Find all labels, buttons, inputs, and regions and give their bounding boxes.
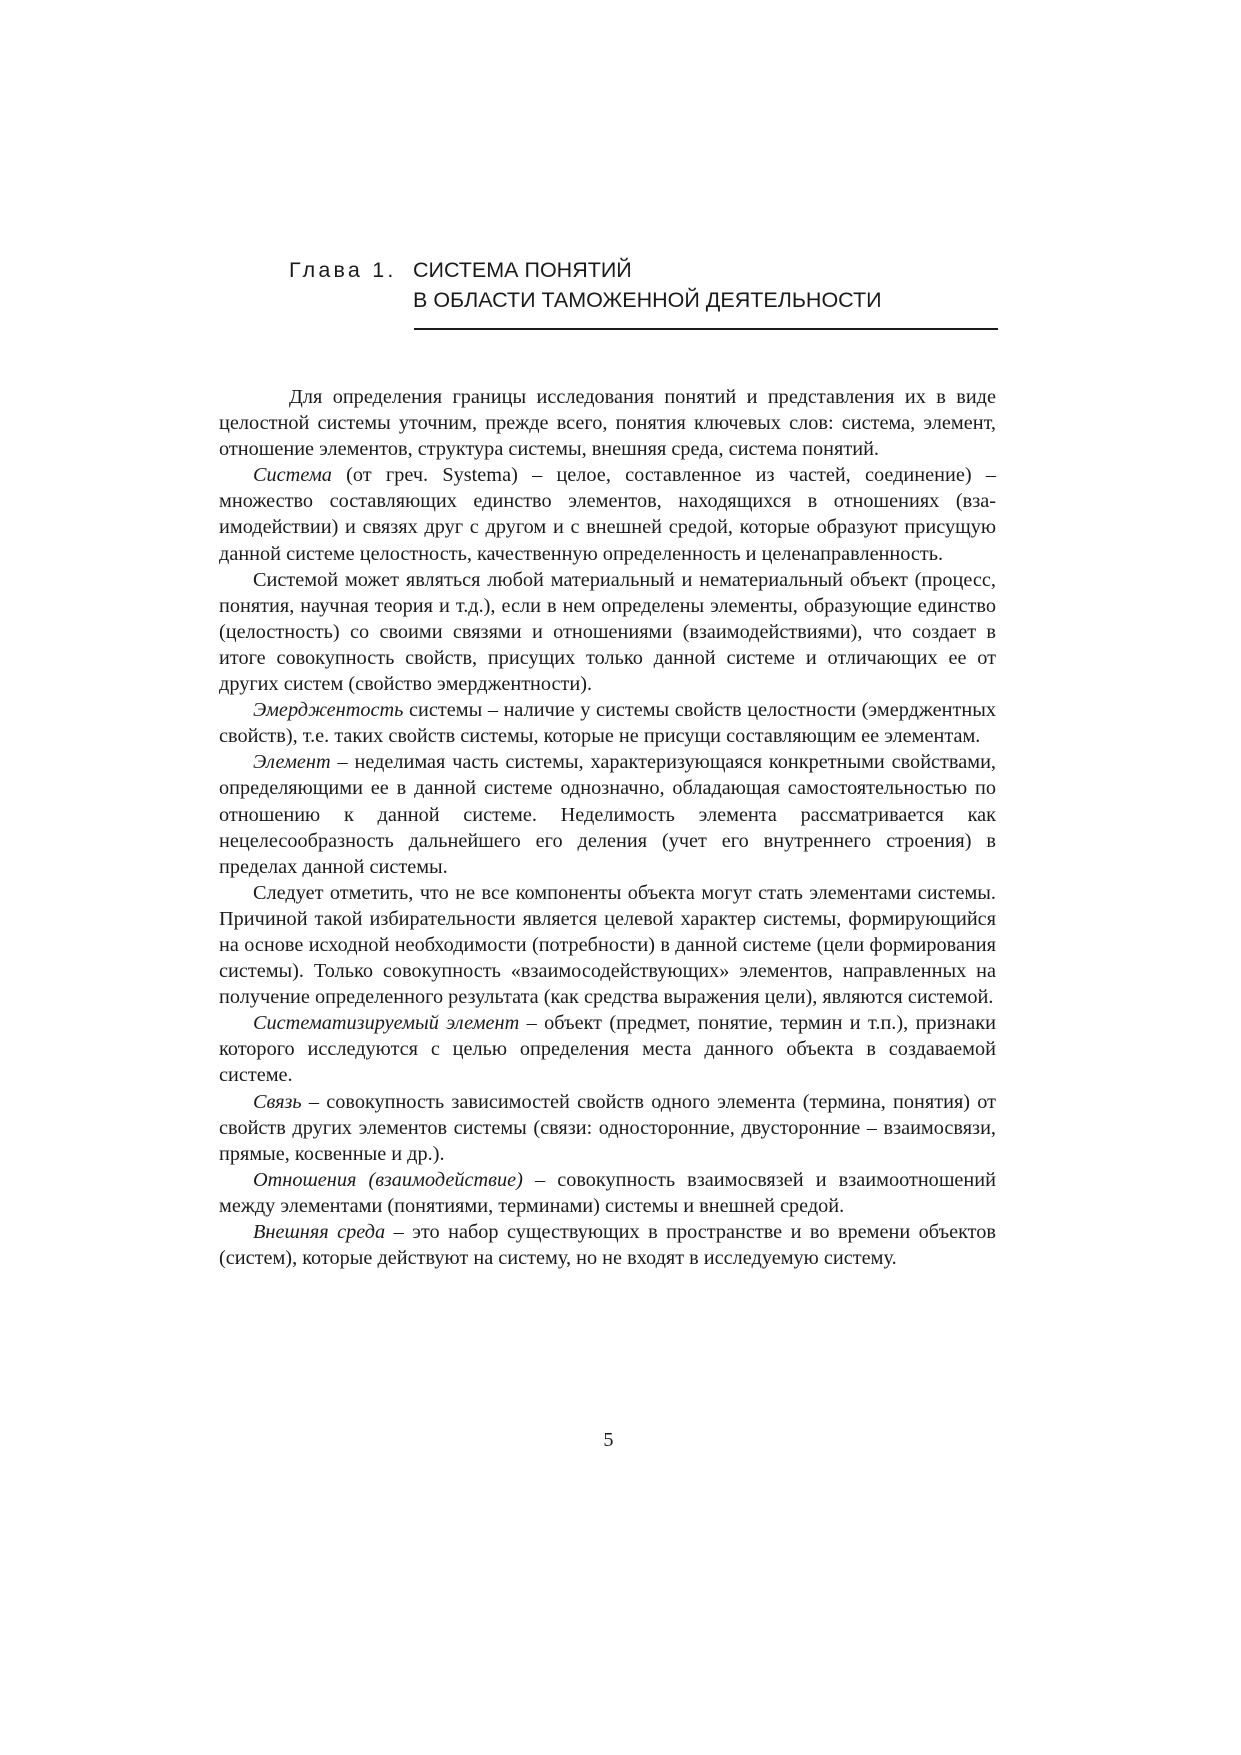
chapter-rule xyxy=(414,328,998,330)
term-emergence: Эмерджентость xyxy=(253,699,404,722)
paragraph-text: системы – наличие у системы свойств целостности (эмерджентных свойств), т.е. таких свойств системы, которые не присущи составляющим ее элементам. xyxy=(219,699,996,748)
paragraph-text: Следует отметить, что не все компоненты объекта могут стать элементами системы. Причиной такой избирательности является целевой характер системы, формирующийся на основе исходной необходимости (потребности) в данной системе (цели формирования системы). Только совокупность «взаимосодействующих» элементов, направленных на получение определенного результата (как средства выражения цели), являются системой. xyxy=(219,881,996,1009)
chapter-label: Глава 1. xyxy=(289,258,397,282)
term-relations: Отношения (взаимодействие) xyxy=(253,1168,523,1191)
chapter-title-line-2: В ОБЛАСТИ ТАМОЖЕННОЙ ДЕЯТЕЛЬНОСТИ xyxy=(413,288,882,312)
paragraph-definition-environment xyxy=(219,1219,996,1271)
term-environment: Внешняя среда xyxy=(253,1221,386,1243)
paragraph-system-object xyxy=(219,567,996,697)
paragraph-text: Системой может являться любой материальный и нематериальный объект (процесс, понятия, научная теория и т.д.), если в нем определены элементы, образующие единство (целостность) со своими связями и отношениями (взаимодействиями), что создает в итоге совокупность свойств, присущих только данной системе и отличающих ее от других систем (свойство эмерджентности). xyxy=(219,568,996,696)
page-number: 5 xyxy=(603,1429,614,1451)
paragraph-text: – неделимая часть системы, характеризующаяся конкретными свойствами, определяющими ее в данной системе однозначно, обладающая самостоятельностью по отношению к данной системе. Неделимость элемента рассматривается как нецелесообразность дальнейшего его деления (учет его внутреннего строения) в пределах данной системы. xyxy=(219,751,996,878)
paragraph-definition-relations xyxy=(219,1167,996,1219)
paragraph-definition-emergence xyxy=(219,697,996,749)
paragraph-definition-element xyxy=(219,749,996,879)
paragraph-definition-link xyxy=(219,1089,996,1167)
paragraph-text: – совокупность зависимостей свойств одного элемента (термина, понятия) от свойств других элементов системы (связи: односторонние, двусторонние – взаимосвязи, прямые, косвенные и др.). xyxy=(219,1090,996,1165)
paragraph-definition-system xyxy=(219,462,996,566)
term-systematized-element: Систематизируемый элемент xyxy=(253,1012,520,1035)
chapter-title xyxy=(413,255,882,315)
term-system: Система xyxy=(253,464,332,487)
paragraph-text: – это набор существующих в пространстве и во времени объектов (систем), которые действуют на систему, но не входят в исследуемую систему. xyxy=(219,1221,996,1270)
chapter-title-line-1: СИСТЕМА ПОНЯТИЙ xyxy=(413,258,632,282)
paragraph-components xyxy=(219,880,996,1010)
paragraph-intro xyxy=(219,384,996,462)
paragraph-text: – объект (предмет, понятие, термин и т.п.), признаки которого исследуются с целью определения места данного объекта в создаваемой системе. xyxy=(219,1012,996,1087)
paragraph-text: Для определения границы исследования понятий и представления их в виде целостной системы уточним, прежде всего, понятия ключевых слов: система, элемент, отношение элементов, структура системы, внешняя среда, система понятий. xyxy=(219,386,996,461)
paragraph-text: (от греч. Systema) – целое, составленное из частей, соединение) – множество составляющих единство элементов, находящихся в отношениях (взаимодействии) и связях друг с другом и с внешней средой, которые образуют присущую данной системе целостность, качественную определенность и целенаправленность. xyxy=(219,464,996,565)
term-element: Элемент xyxy=(253,751,331,774)
body-text xyxy=(219,384,996,1271)
term-link: Связь xyxy=(253,1090,302,1113)
paragraph-text: – совокупность взаимосвязей и взаимоотношений между элементами (понятиями, терминами) системы и внешней средой. xyxy=(219,1168,996,1217)
paragraph-definition-systematized-element xyxy=(219,1010,996,1088)
